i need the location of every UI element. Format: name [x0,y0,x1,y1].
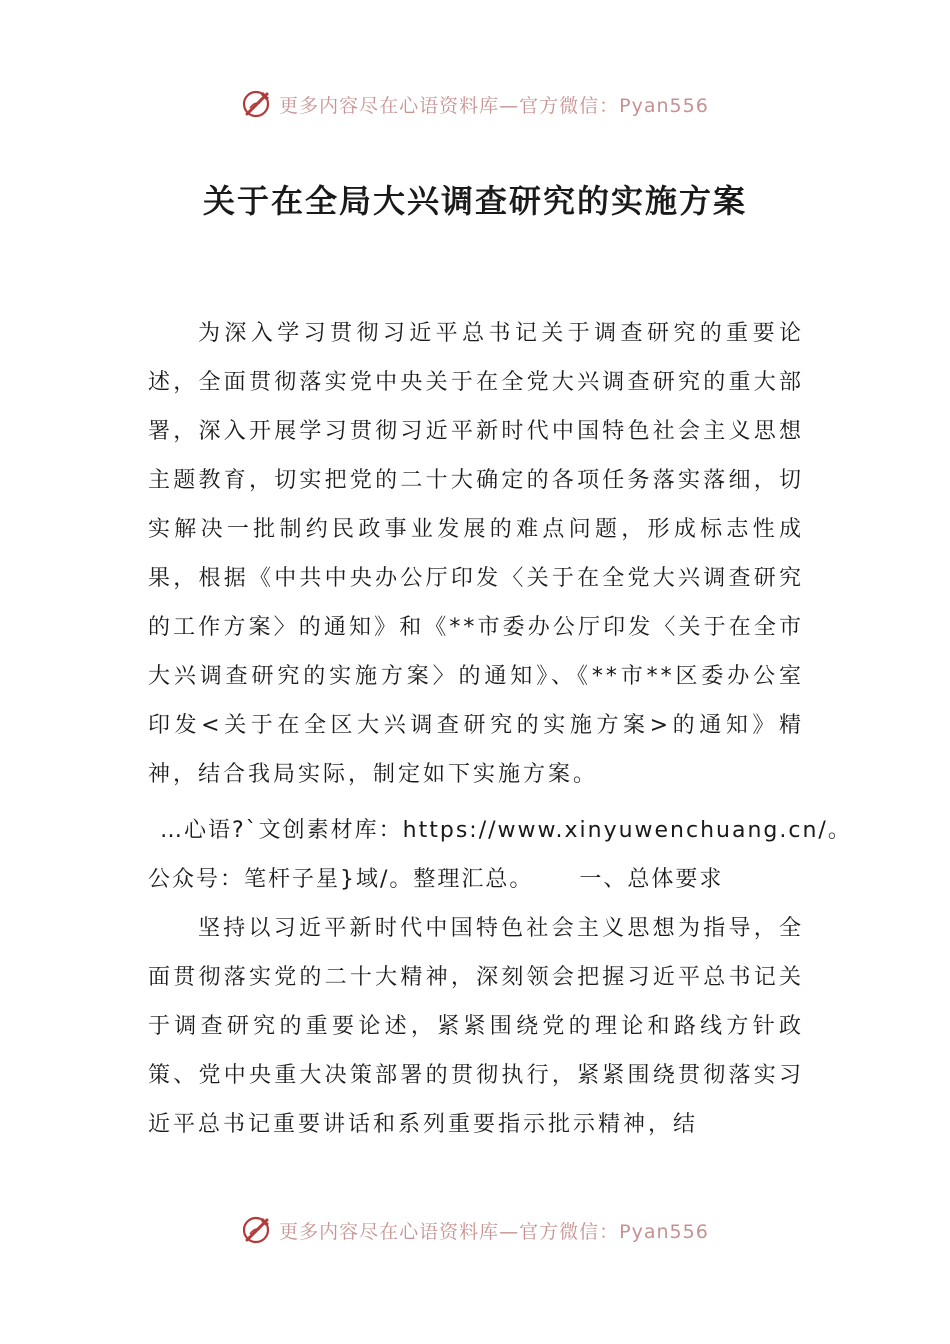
publisher-line [148,855,723,904]
pen-logo-icon [241,88,273,120]
intro-paragraph: 为深入学习贯彻习近平总书记关于调查研究的重要论述，全面贯彻落实党中央关于在全党大兴调查研究的重大部署，深入开展学习贯彻习近平新时代中国特色社会主义思想主题教育，切实把党的二十大确定的各项任务落实落细，切实解决一批制约民政事业发展的难点问题，形成标志性成果，根据《中共中央办公厅印发〈关于在全党大兴调查研究的工作方案〉的通知》和《**市委办公厅印发〈关于在全市大兴调查研究的实施方案〉的通知》、《**市**区委办公室印发<关于在全区大兴调查研究的实施方案>的通知》精神，结合我局实际，制定如下实施方案。 [148,321,804,787]
footer-watermark-banner [0,1210,950,1250]
section-heading: 一、总体要求 [579,867,724,892]
watermark-text: 更多内容尽在心语资料库—官方微信：Pyan556 [279,94,709,117]
document-title: 关于在全局大兴调查研究的实施方案 [202,182,747,220]
watermark-text: 更多内容尽在心语资料库—官方微信：Pyan556 [279,1220,709,1243]
pen-logo-icon [241,1214,273,1246]
requirements-paragraph: 坚持以习近平新时代中国特色社会主义思想为指导，全面贯彻落实党的二十大精神，深刻领会把握习近平总书记关于调查研究的重要论述，紧紧围绕党的理论和路线方针政策、党中央重大决策部署的贯彻执行，紧紧围绕贯彻落实习近平总书记重要讲话和系列重要指示批示精神，结 [148,916,804,1137]
source-line: …心语?`文创素材库：https://www.xinyuwenchuang.cn/。 [160,818,852,843]
publisher-text: 公众号：笔杆子星}域/。整理汇总。 [148,867,534,892]
header-watermark-banner [0,84,950,124]
